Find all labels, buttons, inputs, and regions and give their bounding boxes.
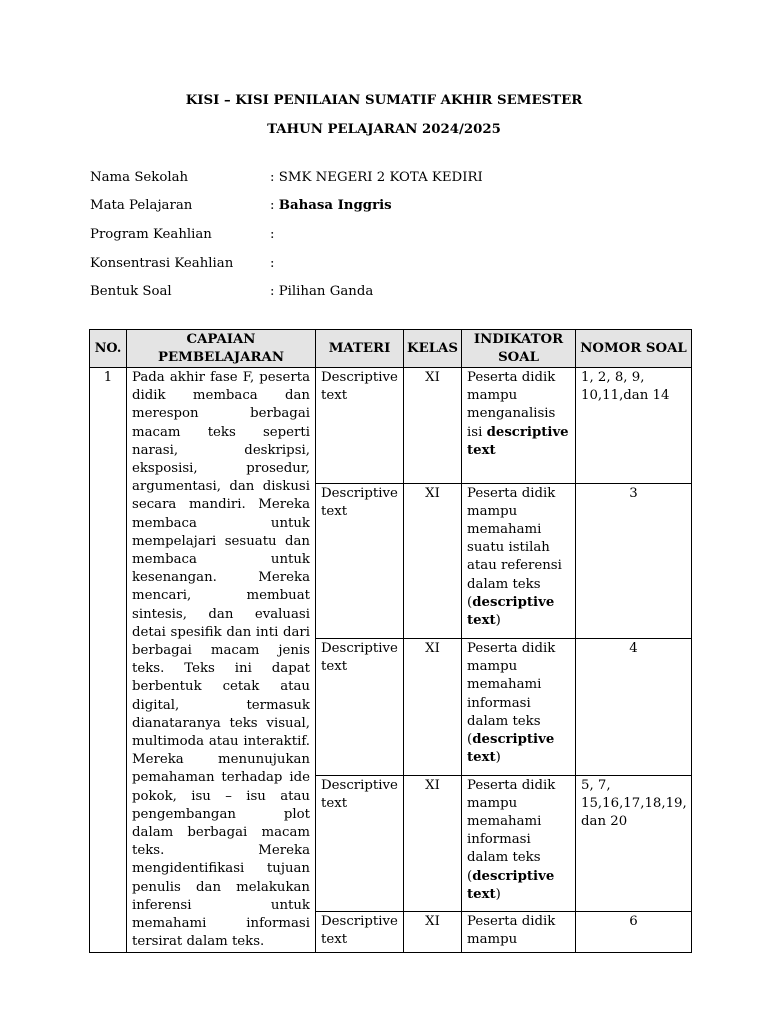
kisi-table [89,329,692,953]
info-value-text: Pilihan Ganda [278,284,374,299]
indikator-text: Peserta didik mampu menganalisis isi [467,370,556,440]
indikator-bold-text: descriptive text [467,732,555,766]
cell-kelas: XI [404,639,462,776]
info-value [270,168,483,188]
cell-materi: Descriptive text [316,483,404,638]
info-value-text: Bahasa Inggris [278,198,392,213]
table-row [90,368,692,484]
info-value [270,282,373,302]
info-row-program-keahlian [90,225,690,245]
info-label: Nama Sekolah [90,170,189,185]
cell-kelas: XI [404,912,462,952]
cell-kelas: XI [404,775,462,912]
cell-nomor-soal: 3 [576,483,692,638]
indikator-text-end: ) [495,612,501,628]
indikator-bold-text: descriptive text [467,868,555,902]
header-capaian-pembelajaran: CAPAIAN PEMBELAJARAN [127,330,316,368]
info-colon: : [270,198,279,213]
indikator-bold-text: descriptive text [467,594,555,628]
header-materi: MATERI [316,330,404,368]
cell-materi: Descriptive text [316,368,404,484]
cell-kelas: XI [404,368,462,484]
info-label: Program Keahlian [90,227,212,242]
info-row-bentuk-soal [90,282,690,302]
cell-nomor-soal: 4 [576,639,692,776]
info-colon: : [270,170,279,185]
info-row-nama-sekolah [90,168,690,188]
cell-kelas: XI [404,483,462,638]
indikator-text-end: ) [495,750,501,766]
info-colon: : [270,284,279,299]
header-nomor-soal: NOMOR SOAL [576,330,692,368]
cell-nomor-soal: 1, 2, 8, 9, 10,11,dan 14 [576,368,692,484]
indikator-bold-text: descriptive text [467,424,569,458]
indikator-text-end: ) [495,886,501,902]
document-subtitle-year: TAHUN PELAJARAN 2024/2025 [267,122,501,137]
info-row-mata-pelajaran [90,196,690,216]
cell-indikator [462,775,576,912]
info-value-text: SMK NEGERI 2 KOTA KEDIRI [278,170,483,185]
cell-indikator [462,912,576,952]
cell-no: 1 [90,368,127,953]
document-title: KISI – KISI PENILAIAN SUMATIF AKHIR SEMESTER [185,93,583,108]
cell-capaian-pembelajaran: Pada akhir fase F, peserta didik membaca dan merespon berbagai macam teks seperti narasi, deskripsi, eksposisi, prosedur, argumentasi, dan diskusi secara mandiri. Mereka membaca untuk mempelajari sesuatu dan membaca untuk kesenangan. Mereka mencari, membuat sintesis, dan evaluasi detai spesifik dan inti dari berbagai macam jenis teks. Teks ini dapat berbentuk cetak atau digital, termasuk dianataranya teks visual, multimoda atau interaktif. Mereka menunujukan pemahaman terhadap ide pokok, isu – isu atau pengembangan plot dalam berbagai macam teks. Mereka mengidentifikasi tujuan penulis dan melakukan inferensi untuk memahami informasi tersirat dalam teks. [127,368,316,953]
indikator-text: Peserta didik mampu memahami suatu istilah atau referensi dalam teks ( [467,485,562,610]
header-indikator-soal: INDIKATOR SOAL [462,330,576,368]
indikator-text: Peserta didik mampu memahami informasi dalam teks ( [467,777,556,884]
cell-indikator [462,368,576,484]
cell-nomor-soal: 6 [576,912,692,952]
cell-nomor-soal: 5, 7, 15,16,17,18,19, dan 20 [576,775,692,912]
cell-indikator [462,483,576,638]
header-kelas: KELAS [404,330,462,368]
info-label: Bentuk Soal [90,284,172,299]
cell-indikator [462,639,576,776]
table-header-row [90,330,692,368]
info-label: Konsentrasi Keahlian [90,256,234,271]
info-label: Mata Pelajaran [90,198,193,213]
cell-materi: Descriptive text [316,775,404,912]
info-value [270,196,392,216]
info-colon: : [270,227,275,242]
info-colon: : [270,256,275,271]
info-value [270,254,274,274]
header-no: NO. [90,330,127,368]
indikator-text: Peserta didik mampu [467,914,556,948]
cell-materi: Descriptive text [316,912,404,952]
indikator-text: Peserta didik mampu memahami informasi dalam teks ( [467,641,556,748]
info-value [270,225,274,245]
cell-materi: Descriptive text [316,639,404,776]
info-row-konsentrasi-keahlian [90,254,690,274]
